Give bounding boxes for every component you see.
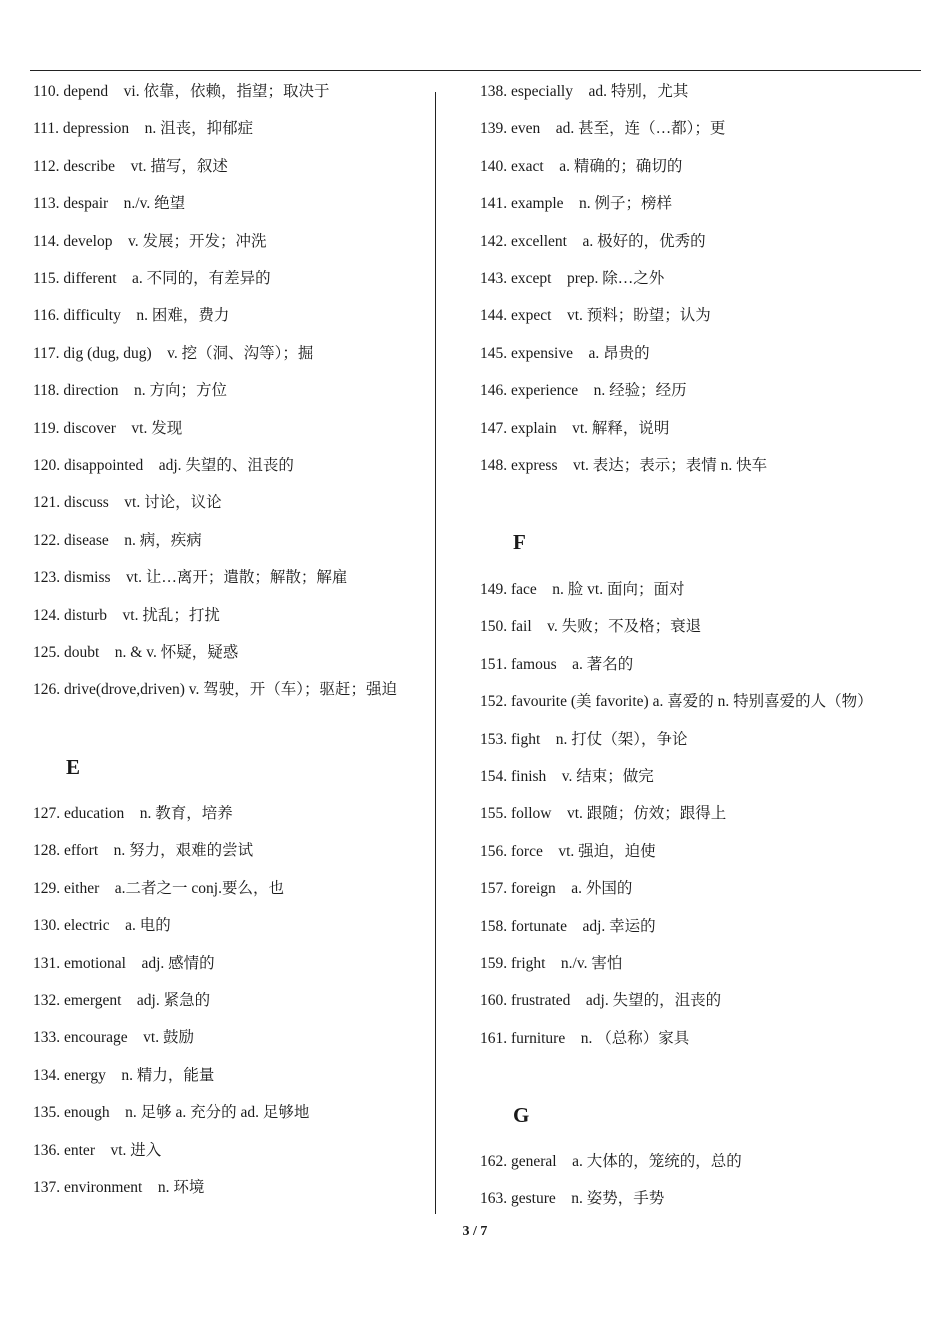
vocab-entry: 141. example n. 例子；榜样 [480, 195, 673, 213]
vocab-entry: 129. either a.二者之一 conj.要么，也 [33, 879, 284, 897]
vocab-entry: 123. dismiss vt. 让…离开；遣散；解散；解雇 [33, 569, 348, 587]
vocab-entry: 162. general a. 大体的，笼统的，总的 [480, 1153, 742, 1170]
vocab-entry: 151. famous a. 著名的 [480, 655, 634, 673]
vocab-entry: 136. enter vt. 进入 [33, 1141, 162, 1159]
top-rule [30, 70, 921, 71]
section-letter-f: F [513, 530, 526, 554]
page-number: 3 / 7 [462, 1224, 488, 1239]
vocab-entry: 111. depression n. 沮丧，抑郁症 [33, 120, 254, 138]
section-letter-g: G [513, 1103, 530, 1127]
vocab-entry: 156. force vt. 强迫，迫使 [480, 842, 656, 860]
vocab-entry: 122. disease n. 病，疾病 [33, 531, 202, 549]
vocab-entry: 144. expect vt. 预料；盼望；认为 [480, 307, 711, 325]
vocab-entry: 121. discuss vt. 讨论，议论 [33, 494, 222, 512]
vocab-entry: 126. drive(drove,driven) v. 驾驶，开（车）；驱赶；强迫 [33, 681, 398, 699]
vocab-entry: 114. develop v. 发展；开发；冲洗 [33, 232, 267, 250]
vocab-entry: 131. emotional adj. 感情的 [33, 954, 215, 972]
vocab-entry: 133. encourage vt. 鼓励 [33, 1029, 194, 1047]
vocab-entry: 147. explain vt. 解释，说明 [480, 419, 670, 437]
vocab-entry: 134. energy n. 精力，能量 [33, 1066, 215, 1084]
vocab-entry: 146. experience n. 经验；经历 [480, 382, 687, 400]
vocab-entry: 135. enough n. 足够 a. 充分的 ad. 足够地 [33, 1104, 310, 1122]
vocab-entry: 161. furniture n. （总称）家具 [480, 1029, 690, 1047]
vocab-entry: 148. express vt. 表达；表示；表情 n. 快车 [480, 457, 768, 474]
vocab-entry: 138. especially ad. 特别，尤其 [480, 83, 689, 100]
vocab-entry: 145. expensive a. 昂贵的 [480, 344, 650, 362]
vocab-entry: 112. describe vt. 描写，叙述 [33, 157, 228, 175]
vocab-entry: 116. difficulty n. 困难，费力 [33, 307, 230, 325]
vocab-entry: 132. emergent adj. 紧急的 [33, 992, 211, 1009]
column-divider [435, 92, 436, 1214]
vocab-entry: 130. electric a. 电的 [33, 917, 171, 935]
vocab-entry: 160. frustrated adj. 失望的，沮丧的 [480, 992, 722, 1010]
vocab-entry: 118. direction n. 方向；方位 [33, 382, 228, 400]
vocab-entry: 143. except prep. 除…之外 [480, 270, 665, 287]
vocab-entry: 142. excellent a. 极好的，优秀的 [480, 232, 706, 250]
section-letter-e: E [66, 755, 81, 779]
vocab-entry: 155. follow vt. 跟随；仿效；跟得上 [480, 805, 727, 823]
vocab-entry: 115. different a. 不同的，有差异的 [33, 270, 271, 287]
vocab-entry: 139. even ad. 甚至，连（…都）；更 [480, 120, 726, 138]
vocab-entry: 158. fortunate adj. 幸运的 [480, 917, 656, 935]
vocab-entry: 120. disappointed adj. 失望的、沮丧的 [33, 457, 294, 474]
vocab-entry: 157. foreign a. 外国的 [480, 880, 633, 898]
vocab-entry: 140. exact a. 精确的；确切的 [480, 157, 683, 175]
vocab-entry: 137. environment n. 环境 [33, 1179, 205, 1196]
vocab-entry: 154. finish v. 结束；做完 [480, 768, 654, 785]
vocab-entry: 163. gesture n. 姿势，手势 [480, 1190, 665, 1208]
vocab-entry: 124. disturb vt. 扰乱；打扰 [33, 606, 220, 624]
vocab-entry: 127. education n. 教育，培养 [33, 805, 233, 822]
vocab-entry: 153. fight n. 打仗（架），争论 [480, 730, 688, 748]
vocab-entry: 113. despair n./v. 绝望 [33, 195, 186, 213]
vocab-entry: 149. face n. 脸 vt. 面向；面对 [480, 581, 685, 598]
vocab-entry: 159. fright n./v. 害怕 [480, 955, 623, 972]
vocab-entry: 150. fail v. 失败；不及格；衰退 [480, 618, 702, 636]
vocab-entry: 110. depend vi. 依靠，依赖，指望；取决于 [33, 83, 330, 100]
vocab-entry: 117. dig (dug, dug) v. 挖（洞、沟等）；掘 [33, 344, 314, 362]
vocab-entry: 119. discover vt. 发现 [33, 419, 183, 437]
vocab-entry: 125. doubt n. & v. 怀疑，疑惑 [33, 644, 239, 661]
vocab-entry: 128. effort n. 努力，艰难的尝试 [33, 842, 254, 860]
vocab-entry: 152. favourite (美 favorite) a. 喜爱的 n. 特别喜爱的人（物） [480, 693, 873, 711]
